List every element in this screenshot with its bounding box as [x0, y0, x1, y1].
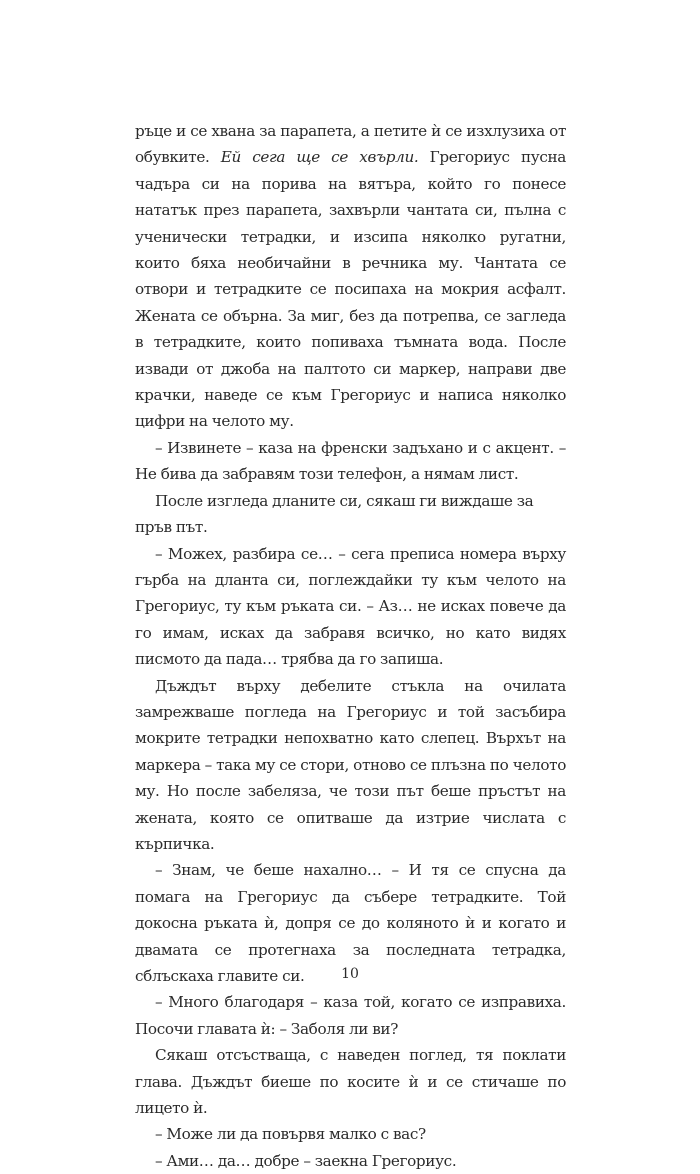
paragraph-1 — [135, 118, 566, 435]
page-number: 10 — [341, 966, 359, 982]
paragraph-4: – Можех, разбира се… – сега преписа номера върху гърба на дланта си, поглеждайки ту към челото на Грегориус, ту към ръката си. – Аз… не исках повече да го имам, исках да забравя всичко, но като видях писмото да пада… трябва да го запиша. — [135, 544, 566, 669]
paragraph-3: После изгледа дланите си, сякаш ги виждаше за пръв път. — [135, 491, 534, 537]
paragraph-5: Дъждът върху дебелите стъкла на очилата замрежваше погледа на Грегориус и той засъбира мокрите тетрадки непохватно като слепец. Върхът на маркера – така му се стори, отново се плъзна по челото му. Но после забеляза, че този път беше пръстът на жената, която се опитваше да изтрие числата с кърпичка. — [135, 676, 566, 853]
paragraph-7: – Много благодаря – каза той, когато се изправиха. Посочи главата ѝ: – Заболя ли ви? — [135, 993, 566, 1038]
paragraph-2: – Извинете – каза на френски задъхано и с акцент. – Не бива да забравям този телефон, а нямам лист. — [135, 438, 566, 484]
paragraph-9: – Може ли да повървя малко с вас? — [155, 1125, 426, 1144]
paragraph-1-end: Грегориус пусна чадъра си на порива на вятъра, който го понесе нататък през парапета, захвърли чантата си, пълна с ученически тетрадки, и изсипа няколко ругатни, които бяха необичайни в речника му. Чантата се отвори и тетрадките се посипаха на мокрия асфалт. Жената се обърна. За миг, без да потрепва, се загледа в тетрадките, които попиваха тъмната вода. После извади от джоба на палтото си маркер, направи две крачки, наведе се към Грегориус и написа няколко цифри на челото му. — [135, 148, 566, 431]
paragraph-6: – Знам, че беше нахално… – И тя се спусна да помага на Грегориус да събере тетрадките. Той докосна ръката ѝ, допря се до коляното ѝ и когато и двамата се протегнаха за последната тетрадка, сблъскаха главите си. — [135, 861, 566, 985]
paragraph-10: – Ами… да… добре – заекна Грегориус. — [155, 1151, 457, 1170]
italic-thought: Ей сега ще се хвърли. — [220, 148, 419, 167]
paragraph-8: Сякаш отсъстваща, с наведен поглед, тя поклати глава. Дъждът биеше по косите ѝ и се стичаше по лицето ѝ. — [135, 1046, 566, 1118]
paragraph-1-start: ръце и се хвана за парапета, а петите ѝ се изхлузиха от обувките. — [135, 122, 566, 167]
body-text — [135, 118, 566, 1174]
